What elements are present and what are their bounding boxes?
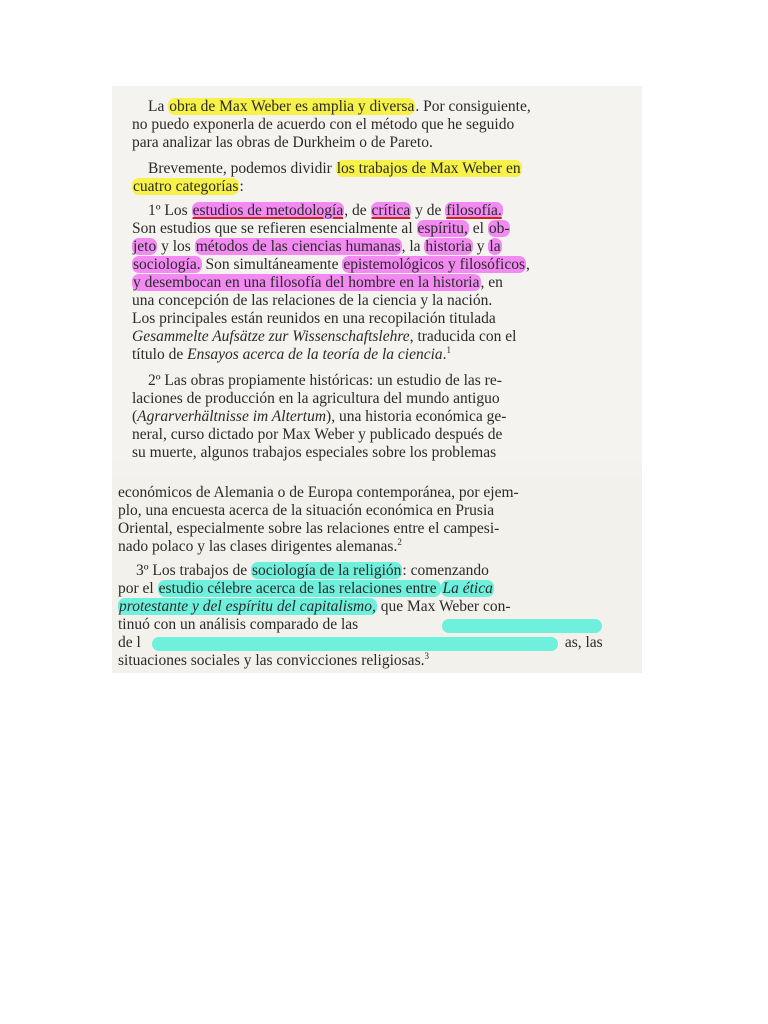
text-line: Oriental, especialmente sobre las relaciones entre el campesi- — [118, 520, 500, 537]
text-line: una concepción de las relaciones de la ciencia y la nación. — [132, 292, 493, 309]
text-line: de l as, las — [118, 634, 603, 651]
yellow-highlight: obra de Max Weber es amplia y diversa — [169, 98, 415, 115]
magenta-highlight: jeto — [133, 238, 157, 255]
text-line: por el estudio célebre acerca de las relaciones entre La ética — [118, 580, 493, 597]
text-line: jeto y los métodos de las ciencias humanas, la historia y la — [133, 238, 501, 255]
cyan-marker-stroke — [152, 637, 558, 651]
magenta-highlight: sociología. — [133, 256, 201, 273]
magenta-highlight: epistemológicos y filosóficos — [343, 256, 526, 273]
text-line: económicos de Alemania o de Europa contemporánea, por ejem- — [118, 484, 519, 501]
magenta-highlight: y desembocan en una filosofía del hombre en la historia — [133, 274, 480, 291]
text-line: su muerte, algunos trabajos especiales sobre los problemas — [132, 444, 497, 461]
text-line: nado polaco y las clases dirigentes alemanas.$^2$ — [118, 536, 402, 555]
text-line: neral, curso dictado por Max Weber y publicado después de — [132, 426, 503, 443]
cyan-marker-stroke — [442, 619, 602, 633]
magenta-highlight: crítica — [371, 202, 411, 219]
text-line: laciones de producción en la agricultura del mundo antiguo — [132, 390, 500, 407]
cyan-highlight: sociología de la religión — [252, 562, 402, 579]
text-line: plo, una encuesta acerca de la situación económica en Prusia — [118, 502, 495, 519]
magenta-highlight: filosofía. — [446, 202, 502, 219]
text-line: protestante y del espíritu del capitalismo, que Max Weber con- — [119, 598, 511, 615]
magenta-highlight: estudios de metodología — [192, 202, 344, 219]
cyan-highlight: estudio célebre acerca de las relaciones entre — [158, 580, 441, 597]
yellow-highlight: los trabajos de Max Weber en — [336, 160, 521, 177]
text-line: 3º Los trabajos de sociología de la religión: comenzando — [136, 562, 489, 579]
magenta-highlight: métodos de las ciencias humanas — [195, 238, 401, 255]
magenta-highlight: ob- — [488, 220, 510, 237]
footnote-marker: 1 — [446, 344, 452, 355]
text-line: La obra de Max Weber es amplia y diversa. Por consiguiente, — [148, 98, 531, 115]
text-line: Los principales están reunidos en una recopilación titulada — [132, 310, 496, 327]
text-line: situaciones sociales y las convicciones religiosas.$^3$ — [118, 650, 429, 669]
text-line: para analizar las obras de Durkheim o de Pareto. — [132, 134, 433, 151]
yellow-highlight: cuatro categorías — [133, 178, 239, 195]
text-line: Son estudios que se refieren esencialmente al espíritu, el ob- — [132, 220, 510, 237]
text-line: (Agrarverhältnisse im Altertum), una historia económica ge- — [132, 408, 507, 425]
magenta-highlight: la — [489, 238, 501, 255]
text-line: sociología. Son simultáneamente epistemológicos y filosóficos, — [133, 256, 530, 273]
magenta-highlight: espíritu, — [417, 220, 468, 237]
text-line: Brevemente, podemos dividir los trabajos de Max Weber en — [148, 160, 521, 177]
text-line: y desembocan en una filosofía del hombre en la historia, en — [133, 274, 503, 291]
magenta-highlight: historia — [425, 238, 472, 255]
cyan-highlight: protestante y del espíritu del capitalismo, — [119, 598, 376, 615]
text-line: 1º Los estudios de metodología, de crítica y de filosofía. — [148, 202, 502, 219]
text-line: título de Ensayos acerca de la teoría de la ciencia.$^1$ — [132, 344, 452, 363]
footnote-marker: 2 — [397, 536, 402, 547]
cyan-highlight: La ética — [442, 580, 493, 597]
text-line: Gesammelte Aufsätze zur Wissenschaftslehre, traducida con el — [132, 328, 517, 345]
footnote-marker: 3 — [424, 650, 429, 661]
scanned-page — [112, 86, 642, 673]
text-line: cuatro categorías: — [133, 178, 244, 195]
text-line: no puedo exponerla de acuerdo con el método que he seguido — [132, 116, 515, 133]
text-line: 2º Las obras propiamente históricas: un estudio de las re- — [148, 372, 502, 389]
text-line: tinuó con un análisis comparado de las — [118, 616, 359, 633]
